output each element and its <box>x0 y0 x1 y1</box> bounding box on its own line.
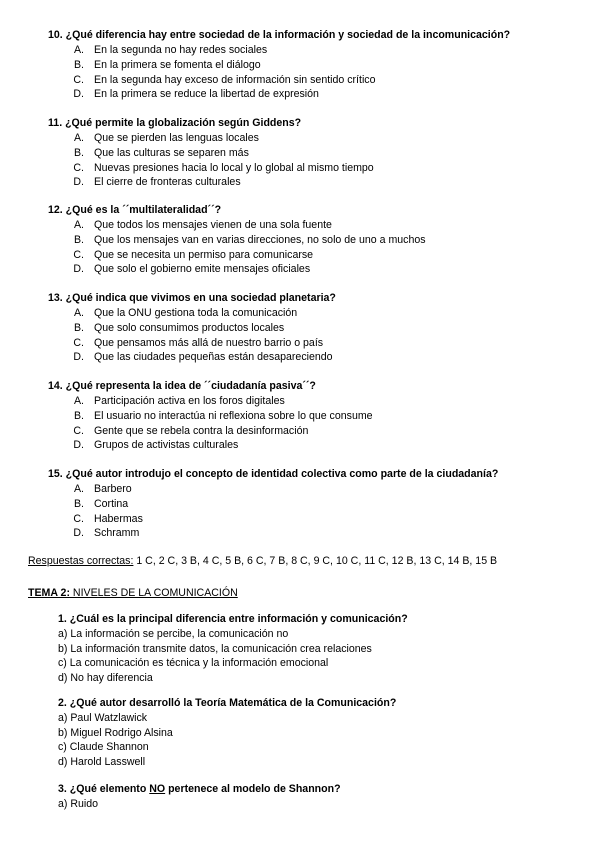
option: c) Claude Shannon <box>58 741 149 753</box>
question-14 <box>0 379 600 453</box>
question-title: 12. ¿Qué es la ´´multilateralidad´´? <box>48 204 222 216</box>
option: a) Paul Watzlawick <box>58 712 148 724</box>
tema2-question-3 <box>0 782 600 812</box>
option: b) La información transmite datos, la comunicación crea relaciones <box>58 642 372 655</box>
question-11 <box>0 116 600 190</box>
option: C. Que se necesita un permiso para comunicarse <box>73 248 314 261</box>
question-title: 3. ¿Qué elemento NO pertenece al modelo de Shannon? <box>58 783 341 795</box>
option: d) No hay diferencia <box>58 671 153 684</box>
answer-key-label: Respuestas correctas: <box>28 555 134 567</box>
question-title: 2. ¿Qué autor desarrolló la Teoría Matemática de la Comunicación? <box>58 697 397 709</box>
option: A. En la segunda no hay redes sociales <box>73 44 268 56</box>
option: D. El cierre de fronteras culturales <box>73 176 241 189</box>
option: C. Gente que se rebela contra la desinformación <box>73 424 309 437</box>
option: D. Que las ciudades pequeñas están desapareciendo <box>73 351 333 364</box>
option: C. Habermas <box>73 512 143 525</box>
option: A. Participación activa en los foros digitales <box>73 395 285 407</box>
option: C. Nuevas presiones hacia lo local y lo global al mismo tiempo <box>73 161 374 174</box>
option: B. Que los mensajes van en varias direcciones, no solo de uno a muchos <box>73 233 426 246</box>
section-heading <box>28 587 238 599</box>
option: d) Harold Lasswell <box>58 755 146 768</box>
option: B. Cortina <box>73 497 129 510</box>
question-title: 15. ¿Qué autor introdujo el concepto de identidad colectiva como parte de la ciudadanía? <box>48 468 499 480</box>
tema2-question-2 <box>0 696 600 769</box>
option: B. Que las culturas se separen más <box>73 146 249 159</box>
answer-key-values: 1 C, 2 C, 3 B, 4 C, 5 B, 6 C, 7 B, 8 C, 9 C, 10 C, 11 C, 12 B, 13 C, 14 B, 15 B <box>133 555 498 567</box>
option: A. Que se pierden las lenguas locales <box>73 132 259 144</box>
option: A. Que todos los mensajes vienen de una sola fuente <box>73 219 332 231</box>
option: D. En la primera se reduce la libertad de expresión <box>73 88 319 101</box>
option: A. Barbero <box>73 483 132 495</box>
option: a) La información se percibe, la comunicación no <box>58 628 289 640</box>
emphasis-no: NO <box>149 783 166 795</box>
option: B. En la primera se fomenta el diálogo <box>73 58 261 71</box>
question-title: 14. ¿Qué representa la idea de ´´ciudadanía pasiva´´? <box>48 380 316 392</box>
option: C. Que pensamos más allá de nuestro barrio o país <box>73 336 324 349</box>
question-title: 11. ¿Qué permite la globalización según Giddens? <box>48 117 302 129</box>
option: B. El usuario no interactúa ni reflexiona sobre lo que consume <box>73 409 373 422</box>
option: D. Que solo el gobierno emite mensajes oficiales <box>73 263 311 276</box>
question-title: 13. ¿Qué indica que vivimos en una sociedad planetaria? <box>48 292 336 304</box>
answer-key <box>28 555 497 567</box>
option: b) Miguel Rodrigo Alsina <box>58 726 173 739</box>
question-12 <box>0 203 600 277</box>
section-heading-title: NIVELES DE LA COMUNICACIÓN <box>69 587 238 599</box>
option: B. Que solo consumimos productos locales <box>73 321 285 334</box>
question-title: 10. ¿Qué diferencia hay entre sociedad de la información y sociedad de la incomunicación? <box>48 29 511 41</box>
option: C. En la segunda hay exceso de información sin sentido crítico <box>73 73 376 86</box>
option: D. Grupos de activistas culturales <box>73 439 239 452</box>
option: D. Schramm <box>73 527 140 540</box>
option: A. Que la ONU gestiona toda la comunicación <box>73 307 298 319</box>
tema2-question-1 <box>0 612 600 685</box>
question-15 <box>0 467 600 541</box>
question-10 <box>0 28 600 102</box>
question-title: 1. ¿Cuál es la principal diferencia entre información y comunicación? <box>58 613 408 625</box>
option: a) Ruido <box>58 798 99 810</box>
option: c) La comunicación es técnica y la información emocional <box>58 657 329 669</box>
question-13 <box>0 291 600 365</box>
section-heading-label: TEMA 2: <box>28 587 70 599</box>
